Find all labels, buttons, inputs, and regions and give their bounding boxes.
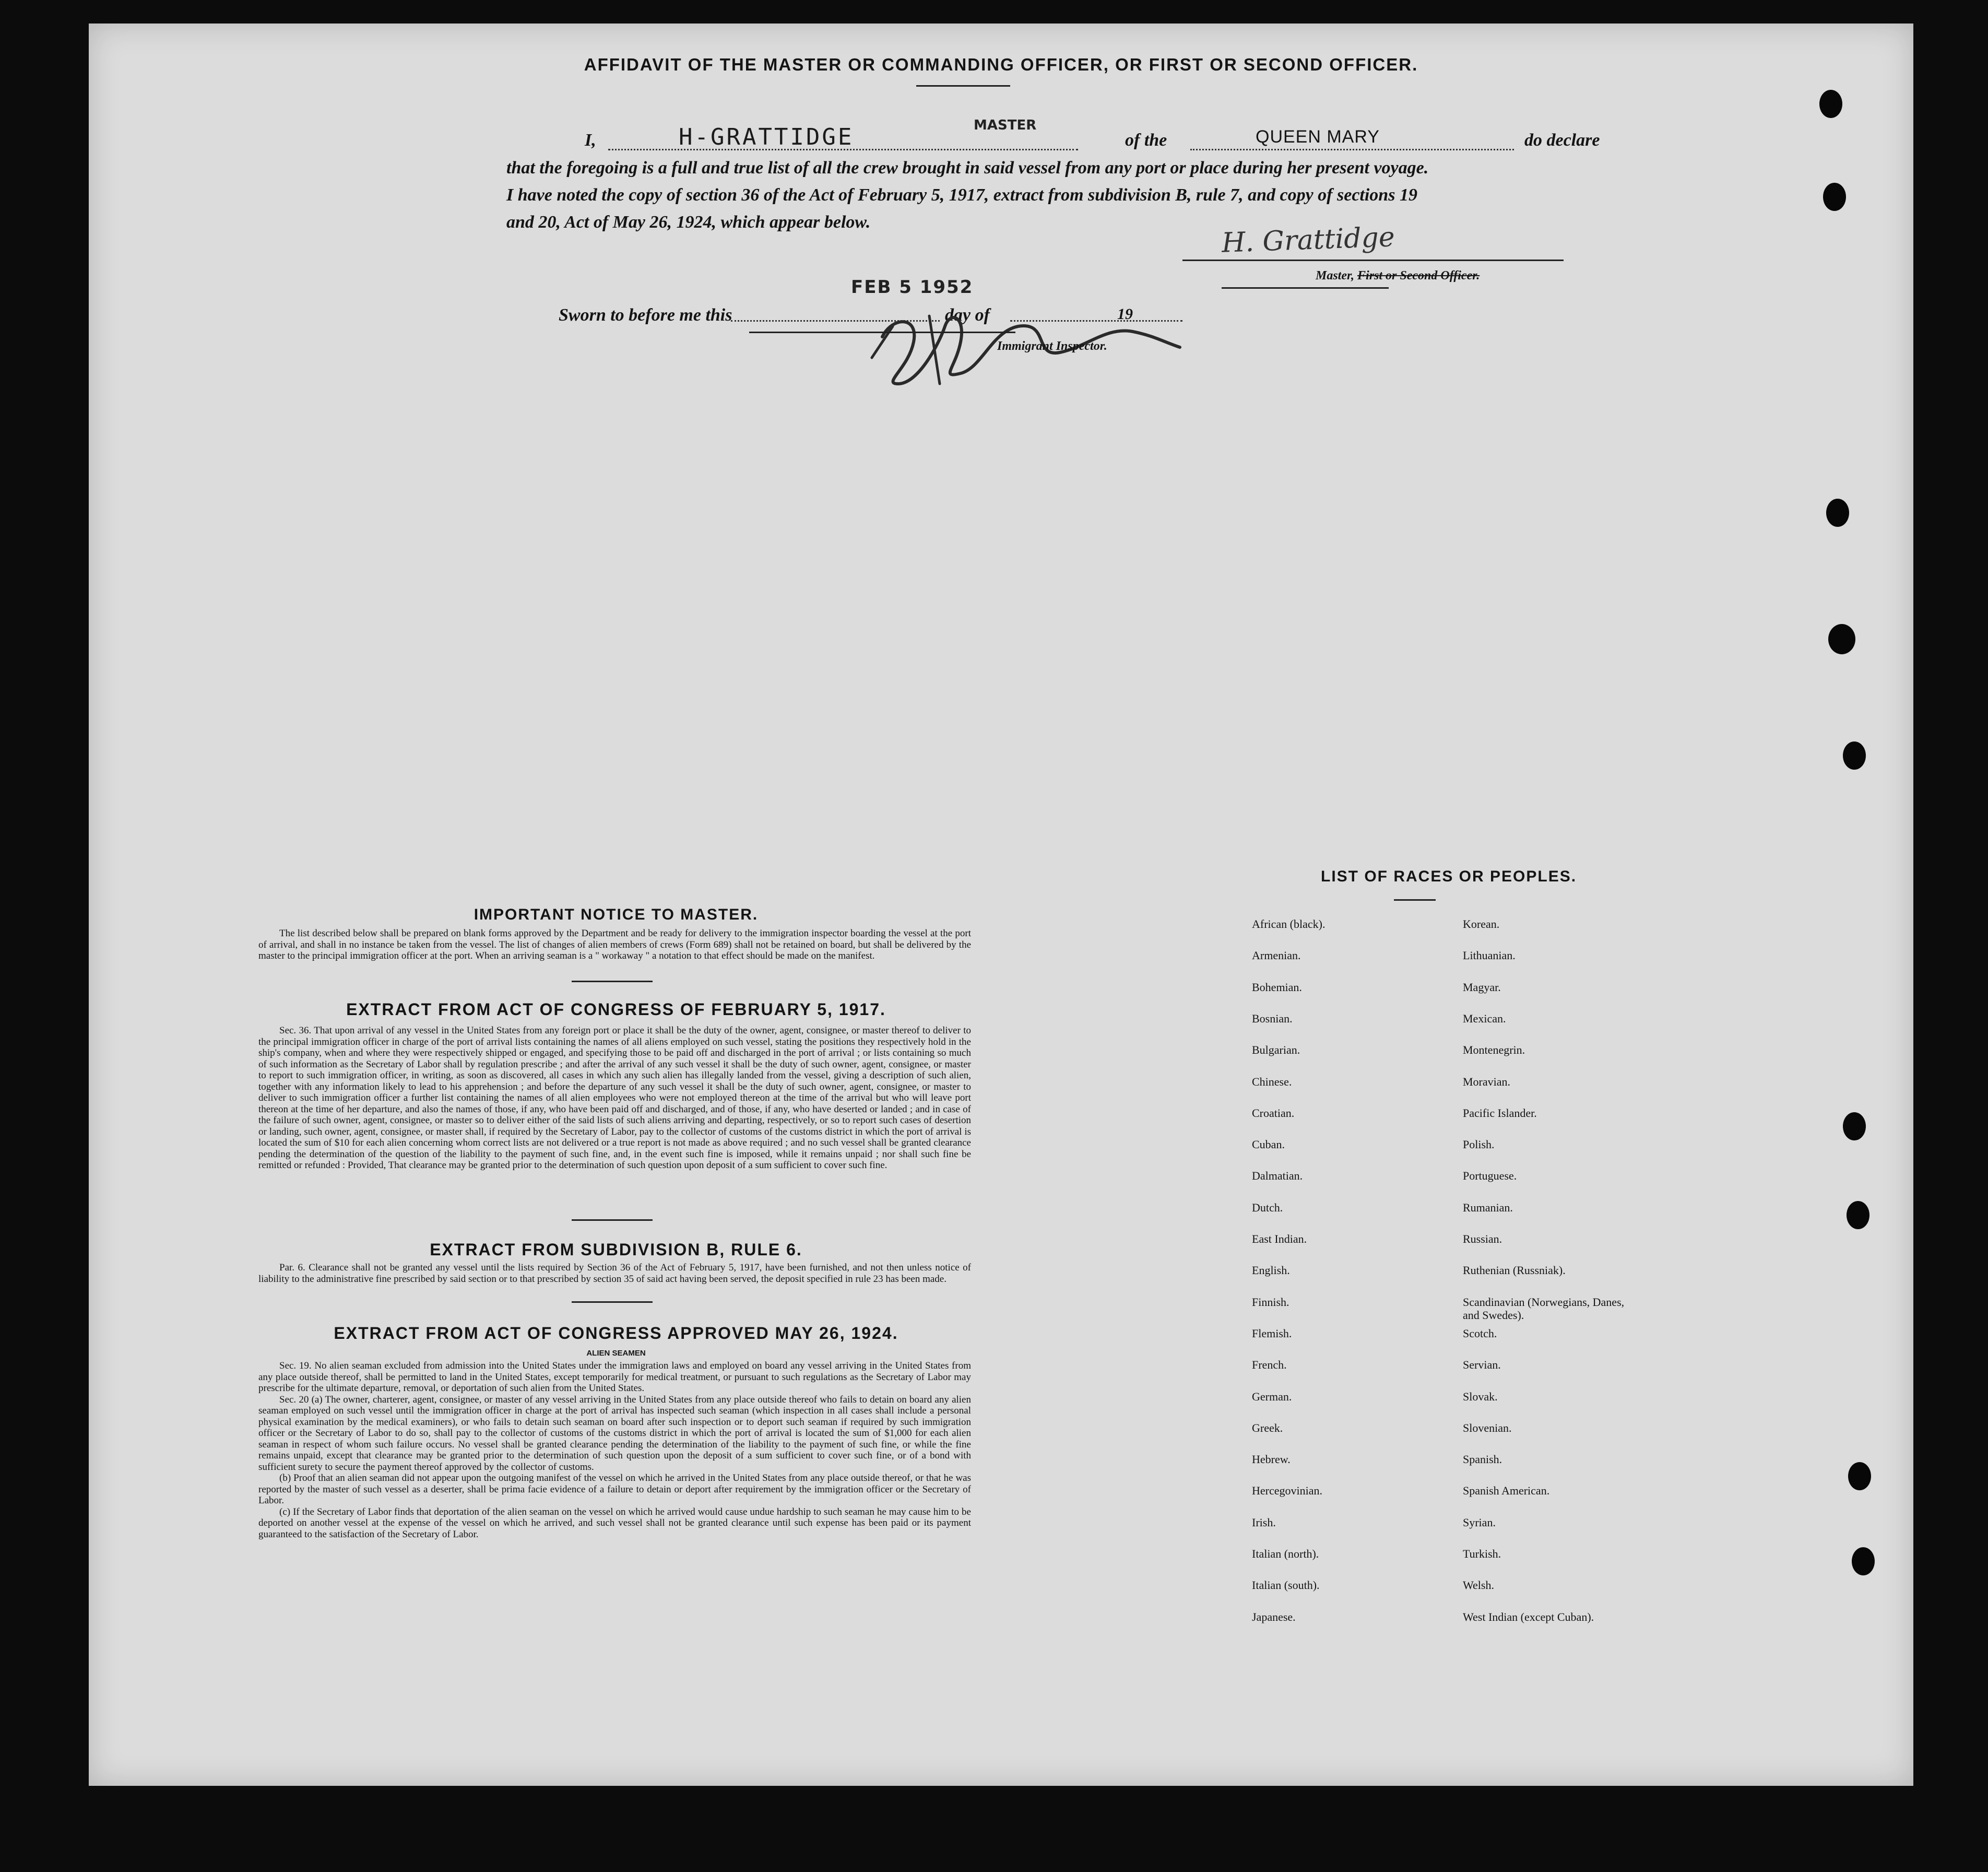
notice-paragraph: The list described below shall be prepared on blank forms approved by the Department and be ready for delivery to the immigration inspector boarding the vessel at the port of arrival, and shall in no instance be taken from the vessel. The list of changes of alien members of crews (Form 689) shall not be retained on board, but shall be delivered by the master to the principal immigration officer at the port. When an arriving seaman is a " workaway " a notation to that effect should be made on the manifest. <box>258 928 971 961</box>
punch-hole <box>1819 90 1842 118</box>
race-item: Armenian. <box>1252 949 1301 962</box>
vessel-line <box>1190 149 1514 150</box>
master-name: H-GRATTIDGE <box>679 124 854 150</box>
race-item: Russian. <box>1463 1232 1502 1245</box>
races-title: LIST OF RACES OR PEOPLES. <box>1321 868 1577 885</box>
signature-caption-master: Master, <box>1316 269 1358 282</box>
punch-hole <box>1828 624 1855 654</box>
affidavit-title: AFFIDAVIT OF THE MASTER OR COMMANDING OFFICER, OR FIRST OR SECOND OFFICER. <box>584 55 1418 74</box>
race-item: Korean. <box>1463 917 1500 931</box>
rule6-text <box>258 1262 971 1285</box>
race-item: Moravian. <box>1463 1075 1511 1088</box>
extract-1924-sec20c: (c) If the Secretary of Labor finds that deportation of the alien seaman on the vessel on which he arrived would cause undue hardship to such seaman he may cause him to be deported on another vessel at the expense of the vessel on which he arrived, and such vessel shall not be granted clearance until such expense has been paid or its payment guaranteed to the satisfaction of the Secretary of Labor. <box>258 1506 971 1540</box>
signature-caption <box>1316 269 1480 283</box>
race-item: Pacific Islander. <box>1463 1106 1537 1120</box>
rule6-paragraph: Par. 6. Clearance shall not be granted any vessel until the lists required by Section 36 of the Act of February 5, 1917, have been furnished, and not then unless notice of liability to the administrative fine prescribed by said section or to that prescribed by section 35 of said act having been served, the deposit specified in rule 23 has been made. <box>258 1262 971 1285</box>
date-stamp: FEB 5 1952 <box>851 277 974 298</box>
race-item: Scandinavian (Norwegians, Danes, and Swedes). <box>1463 1295 1625 1322</box>
race-item: Spanish American. <box>1463 1484 1550 1498</box>
race-item: Turkish. <box>1463 1547 1501 1560</box>
affidavit-i: I, <box>585 131 596 150</box>
title-divider <box>916 85 1010 87</box>
race-item: Finnish. <box>1252 1295 1289 1309</box>
year-label: 19 <box>1117 305 1133 323</box>
race-item: East Indian. <box>1252 1232 1307 1245</box>
extract-1917-divider <box>572 1219 653 1221</box>
notice-text <box>258 928 971 962</box>
signature-underline <box>1222 287 1389 289</box>
extract-1924-sec20b: (b) Proof that an alien seaman did not appear upon the outgoing manifest of the vessel on which he arrived in the United States from any place outside thereof, or that he was reported by the master of such vessel as a deserter, shall be prima facie evidence of a failure to detain or deport after requirement by the immigration officer or the Secretary of Labor. <box>258 1473 971 1506</box>
affidavit-of-the: of the <box>1125 131 1167 150</box>
race-item: West Indian (except Cuban). <box>1463 1610 1594 1623</box>
race-item: French. <box>1252 1358 1287 1372</box>
punch-hole <box>1826 499 1849 527</box>
race-item: Cuban. <box>1252 1138 1285 1151</box>
race-item: Italian (south). <box>1252 1579 1320 1592</box>
race-item: Japanese. <box>1252 1610 1296 1623</box>
race-item: Scotch. <box>1463 1326 1497 1340</box>
races-divider <box>1394 899 1436 901</box>
master-signature: H. Grattidge <box>1221 221 1395 259</box>
race-item: English. <box>1252 1264 1290 1277</box>
race-item: Slovak. <box>1463 1390 1498 1403</box>
signature-line <box>1182 260 1564 261</box>
affidavit-line-4: and 20, Act of May 26, 1924, which appear below. <box>506 213 871 232</box>
punch-hole <box>1843 741 1866 770</box>
affidavit-do-declare: do declare <box>1524 131 1600 150</box>
race-item: Hebrew. <box>1252 1453 1291 1466</box>
punch-hole <box>1823 183 1846 211</box>
race-item: Irish. <box>1252 1515 1276 1529</box>
vessel-name: QUEEN MARY <box>1256 127 1380 147</box>
extract-1917-text <box>258 1025 971 1171</box>
document-page <box>89 23 1913 1786</box>
race-item: Dutch. <box>1252 1200 1283 1214</box>
rule6-title: EXTRACT FROM SUBDIVISION B, RULE 6. <box>430 1240 802 1259</box>
punch-hole <box>1852 1547 1875 1575</box>
race-item: Lithuanian. <box>1463 949 1516 962</box>
notice-divider <box>572 981 653 982</box>
bleed-through-texture <box>151 363 1864 963</box>
affidavit-line-3: I have noted the copy of section 36 of the Act of February 5, 1917, extract from subdivision B, rule 7, and copy of sections 19 <box>506 185 1417 205</box>
race-item: Flemish. <box>1252 1326 1292 1340</box>
race-item: Greek. <box>1252 1421 1283 1434</box>
extract-1924-title: EXTRACT FROM ACT OF CONGRESS APPROVED MAY 26, 1924. <box>334 1324 898 1343</box>
extract-1924-sec20a: Sec. 20 (a) The owner, charterer, agent, consignee, or master of any vessel arriving in the United States from any place outside thereof who fails to detain on board any alien seaman employed on such vessel until the immigration officer in charge at the port of arrival has inspected such seaman (which inspection in all cases shall include a personal physical examination by the medical examiners), or who fails to detain such seaman on board after such inspection or to deport such seaman if required by such immigration officer or the Secretary of Labor to do so, shall pay to the collector of customs of the customs district in which the port of arrival is located the sum of $1,000 for each alien seaman in respect of whom such failure occurs. No vessel shall be granted clearance pending the determination of the liability to the payment of such fine, or while the fine remains unpaid, except that clearance may be granted prior to the determination of such question upon the deposit of a sum sufficient to cover such fine, or of a bond with sufficient surety to secure the payment thereof approved by the collector of customs. <box>258 1394 971 1473</box>
race-item: German. <box>1252 1390 1292 1403</box>
race-item: Italian (north). <box>1252 1547 1319 1560</box>
punch-hole <box>1843 1112 1866 1140</box>
race-item: Ruthenian (Russniak). <box>1463 1264 1566 1277</box>
race-item: Bosnian. <box>1252 1011 1293 1025</box>
race-item: Welsh. <box>1463 1579 1494 1592</box>
notice-title: IMPORTANT NOTICE TO MASTER. <box>474 906 759 923</box>
race-item: Montenegrin. <box>1463 1043 1525 1057</box>
punch-hole <box>1848 1462 1871 1490</box>
race-item: Rumanian. <box>1463 1200 1513 1214</box>
rule6-divider <box>572 1301 653 1303</box>
master-stamp: MASTER <box>974 117 1037 133</box>
race-item: Bohemian. <box>1252 980 1302 994</box>
inspector-line <box>749 332 1015 333</box>
extract-1917-paragraph: Sec. 36. That upon arrival of any vessel in the United States from any foreign port or place it shall be the duty of the owner, agent, consignee, or master thereof to deliver to the principal immigration officer in charge of the port of arrival lists containing the names of all aliens employed on such vessel, stating the positions they respectively hold in the ship's company, when and where they were respectively shipped or engaged, and specifying those to be paid off and discharged in the port of arrival ; or lists containing so much of such information as the Secretary of Labor shall by regulation prescribe ; and after the arrival of any such vessel it shall be the duty of such owner, agent, consignee, or master to report to such immigration officer, in writing, as soon as discovered, all cases in which any such alien has illegally landed from the vessel, giving a description of such alien, together with any information likely to lead to his apprehension ; and before the departure of any such vessel it shall be the duty of such owner, agent, consignee, or master to deliver to such immigration officer a further list containing the names of all alien employees who were not employed thereon at the time of the arrival but who will leave port thereon at the time of her departure, and also the names of those, if any, who have been paid off and discharged, and of those, if any, who have deserted or landed ; and in case of the failure of such owner, agent, consignee, or master so to deliver either of the said lists of such aliens arriving and departing, respectively, or so to report such cases of desertion or landing, such owner, agent, consignee, or master shall, if required by the Secretary of Labor, pay to the collector of customs of the customs district in which the port of arrival is located the sum of $10 for each alien concerning whom correct lists are not delivered or a true report is not made as above required ; and no such vessel shall be granted clearance pending the determination of the question of the liability to the payment of such fine, and, in the event such fine is imposed, while it remains unpaid ; nor shall such fine be remitted or refunded : Provided, That clearance may be granted prior to the determination of such question upon deposit of a sum sufficient to cover such fine. <box>258 1025 971 1171</box>
race-item: Portuguese. <box>1463 1169 1517 1183</box>
punch-hole <box>1847 1201 1869 1229</box>
race-item: Spanish. <box>1463 1453 1502 1466</box>
affidavit-line-2: that the foregoing is a full and true list of all the crew brought in said vessel from any port or place during her present voyage. <box>506 158 1429 178</box>
race-item: Croatian. <box>1252 1106 1295 1120</box>
race-item: African (black). <box>1252 917 1326 931</box>
race-item: Chinese. <box>1252 1075 1292 1088</box>
race-item: Slovenian. <box>1463 1421 1512 1434</box>
race-item: Syrian. <box>1463 1515 1496 1529</box>
race-item: Dalmatian. <box>1252 1169 1303 1183</box>
extract-1924-sec19: Sec. 19. No alien seaman excluded from admission into the United States under the immigration laws and employed on board any vessel arriving in the United States from any place outside thereof, shall be permitted to land in the United States, except temporarily for medical treatment, or pursuant to such regulations as the Secretary of Labor may prescribe for the ultimate departure, removal, or deportation of such alien from the United States. <box>258 1360 971 1394</box>
race-item: Hercegovinian. <box>1252 1484 1322 1498</box>
race-item: Mexican. <box>1463 1011 1506 1025</box>
extract-1917-title: EXTRACT FROM ACT OF CONGRESS OF FEBRUARY 5, 1917. <box>346 1000 886 1019</box>
extract-1924-subtitle: ALIEN SEAMEN <box>586 1349 646 1358</box>
race-item: Servian. <box>1463 1358 1501 1372</box>
race-item: Polish. <box>1463 1138 1495 1151</box>
day-of-label: day of <box>945 305 990 325</box>
sworn-label: Sworn to before me this <box>559 305 732 325</box>
race-item: Magyar. <box>1463 980 1501 994</box>
inspector-caption: Immigrant Inspector. <box>997 339 1107 353</box>
signature-caption-struck: First or Second Officer. <box>1357 269 1480 282</box>
race-item: Bulgarian. <box>1252 1043 1300 1057</box>
extract-1924-text <box>258 1360 971 1540</box>
